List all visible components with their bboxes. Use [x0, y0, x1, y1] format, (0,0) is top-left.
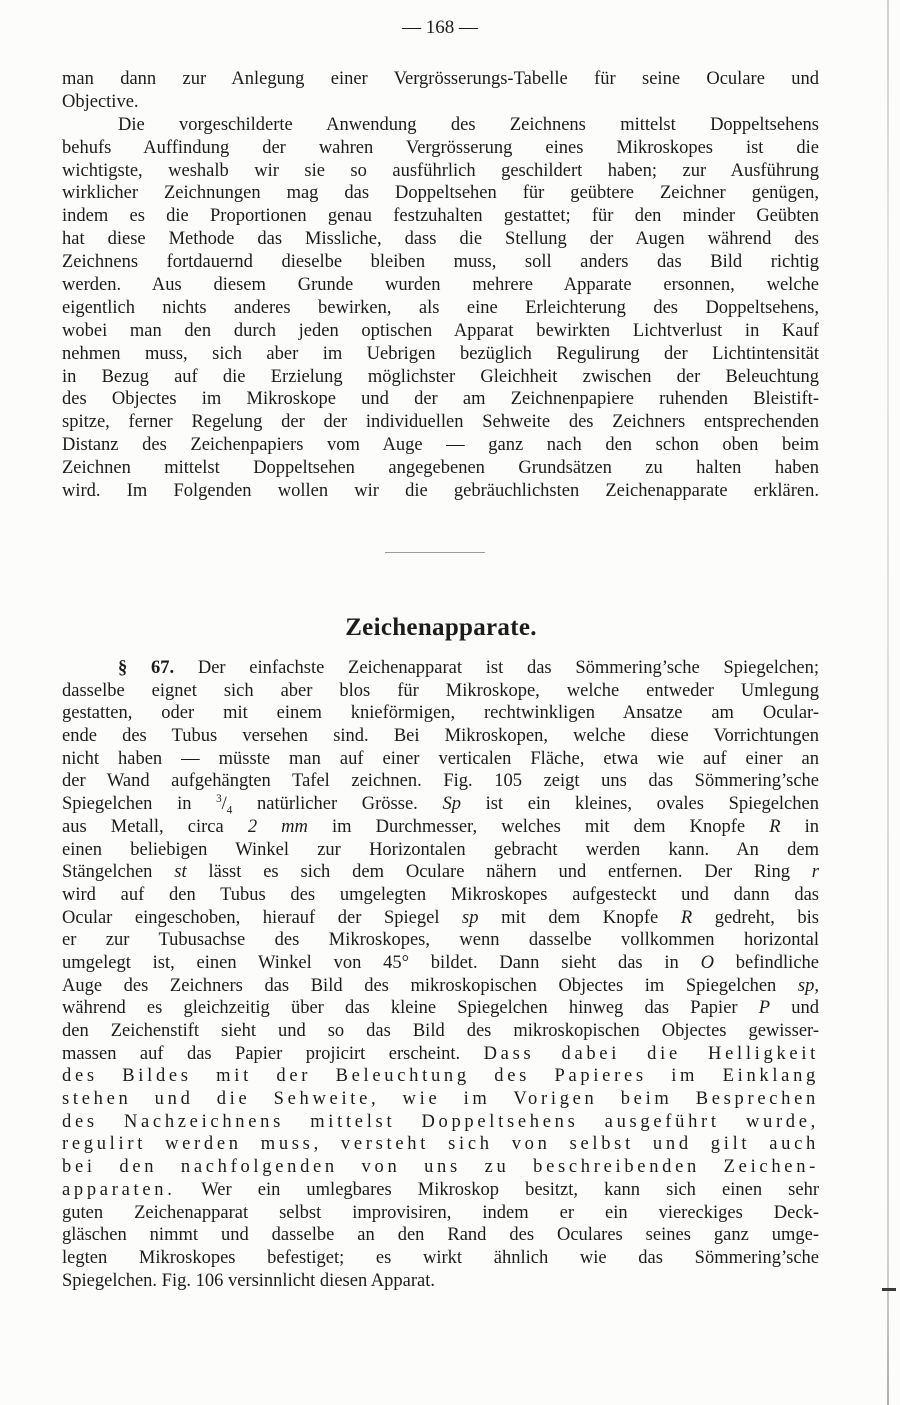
text-line: einen beliebigen Winkel zur Horizontalen gebracht werden kann. An dem	[62, 839, 819, 860]
text-line: wird auf den Tubus des umgelegten Mikroskopes aufgesteckt und dann das	[62, 884, 819, 905]
text-line	[62, 861, 819, 884]
figure-label: Sp	[442, 794, 461, 815]
text-line: behufs Auffindung der wahren Vergrösserung eines Mikroskopes ist die	[62, 137, 819, 158]
text-line: wirklicher Zeichnungen mag das Doppeltsehen für geübtere Zeichner genügen,	[62, 183, 819, 204]
text-line: Zeichnens fortdauernd dieselbe bleiben muss, soll anders das Bild richtig	[62, 252, 819, 273]
text-line	[62, 1043, 819, 1066]
text-line: werden. Aus diesem Grunde wurden mehrere Apparate ersonnen, welche	[62, 275, 819, 296]
text-line: gläschen nimmt und dasselbe an den Rand des Oculares seines ganz umge-	[62, 1225, 819, 1246]
text-line: Zeichnen mittelst Doppeltsehen angegebenen Grundsätzen zu halten haben	[62, 458, 819, 479]
section-text	[62, 657, 819, 1292]
paragraph	[62, 657, 819, 1292]
text-line	[62, 1111, 819, 1134]
intro-text	[62, 68, 819, 503]
paragraph	[62, 114, 819, 503]
text-line: eigentlich nichts anderes bewirken, als eine Erleichterung des Doppeltsehens,	[62, 297, 819, 318]
page-number: — 168 —	[402, 17, 478, 38]
scan-edge	[887, 0, 889, 1405]
text-segment: Der einfachste Zeichenapparat ist das Sömmering’sche Spiegelchen;	[174, 658, 819, 678]
figure-label: R	[680, 907, 693, 928]
figure-label: st	[174, 862, 187, 883]
text-segment: Dass dabei die Helligkeit	[483, 1043, 819, 1064]
text-line: guten Zeichenapparat selbst improvisiren, indem er ein viereckiges Deck-	[62, 1202, 819, 1223]
text-segment: und	[770, 998, 819, 1019]
text-line	[62, 657, 819, 680]
text-segment: gedreht, bis	[692, 907, 819, 928]
text-line	[62, 1065, 819, 1088]
text-line	[62, 997, 819, 1020]
text-line: dasselbe eignet sich aber blos für Mikroskope, welche entweder Umlegung	[62, 680, 819, 701]
section-divider	[385, 552, 485, 553]
text-segment: Wer ein umlegbares Mikroskop besitzt, kann sich einen sehr	[175, 1179, 819, 1200]
text-line: man dann zur Anlegung einer Vergrösserungs-Tabelle für seine Oculare und	[62, 69, 819, 89]
text-line	[62, 1179, 819, 1202]
text-segment: lässt es sich dem Oculare nähern und entfernen. Der Ring	[186, 862, 812, 883]
text-line	[62, 975, 819, 998]
text-segment: Stängelchen	[62, 862, 175, 883]
fraction-part: 3	[216, 793, 222, 805]
text-segment: bei den nachfolgenden von uns zu beschreibenden Zeichen-	[62, 1157, 819, 1178]
text-line	[62, 1156, 819, 1179]
section-number: § 67.	[118, 658, 175, 678]
text-line: nicht haben — müsste man auf einer verticalen Fläche, etwa wie auf einer an	[62, 748, 819, 769]
text-line	[62, 1088, 819, 1111]
text-segment: massen auf das Papier projicirt erscheint.	[62, 1043, 484, 1064]
text-segment: während es gleichzeitig über das kleine Spiegelchen hinweg das Papier	[62, 998, 759, 1019]
figure-label: P	[758, 998, 771, 1019]
text-line: wird. Im Folgenden wollen wir die gebräuchlichsten Zeichenapparate erklären.	[62, 481, 819, 502]
text-line: hat diese Methode das Missliche, dass die Stellung der Augen während des	[62, 229, 819, 250]
text-segment: Ocular eingeschoben, hierauf der Spiegel	[62, 907, 463, 928]
figure-label: 2 mm	[247, 816, 308, 837]
text-segment: apparaten.	[62, 1179, 176, 1200]
text-line: wichtigste, weshalb wir sie so ausführlich geschildert haben; zur Ausführung	[62, 160, 819, 181]
text-segment: Auge des Zeichners das Bild des mikroskopischen Objectes im Spiegelchen	[62, 975, 798, 996]
text-segment: befindliche	[713, 952, 819, 973]
text-line: in Bezug auf die Erzielung möglichster Gleichheit zwischen der Beleuchtung	[62, 366, 819, 387]
figure-label: sp	[797, 975, 815, 996]
figure-label: sp	[462, 907, 479, 928]
text-segment: stehen und die Sehweite, wie im Vorigen beim Besprechen	[62, 1089, 819, 1110]
text-line: indem es die Proportionen genau festzuhalten gestattet; für den minder Geübten	[62, 206, 819, 227]
fraction-part: 4	[226, 804, 233, 816]
text-line: Die vorgeschilderte Anwendung des Zeichnens mittelst Doppeltsehens	[118, 114, 819, 135]
figure-label: r	[811, 862, 819, 883]
paragraph	[62, 68, 819, 114]
figure-label: O	[700, 952, 714, 973]
text-line: Spiegelchen. Fig. 106 versinnlicht diesen Apparat.	[62, 1270, 436, 1291]
text-line	[62, 816, 819, 839]
text-segment: umgelegt ist, einen Winkel von 45° bildet. Dann sieht das in	[62, 952, 701, 973]
text-segment: /	[221, 794, 227, 815]
text-segment: ,	[814, 975, 819, 996]
text-segment: ist ein kleines, ovales Spiegelchen	[460, 794, 819, 815]
text-segment: Spiegelchen in	[62, 794, 217, 815]
text-segment: mit dem Knopfe	[478, 907, 681, 928]
text-segment: regulirt werden muss, versteht sich von selbst und gilt auch	[62, 1134, 819, 1155]
text-line: ende des Tubus versehen sind. Bei Mikroskopen, welche diese Vorrichtungen	[62, 726, 819, 747]
scan-mark	[882, 1288, 896, 1291]
text-line	[62, 907, 819, 930]
text-line: spitze, ferner Regelung der der individuellen Sehweite des Zeichners entsprechenden	[62, 412, 819, 433]
text-segment: des Bildes mit der Beleuchtung des Papieres im Einklang	[62, 1066, 819, 1087]
section-heading: Zeichenapparate.	[345, 614, 537, 641]
text-line: den Zeichenstift sieht und so das Bild des mikroskopischen Objectes gewisser-	[62, 1021, 819, 1041]
text-segment: in	[780, 816, 819, 837]
text-line: er zur Tubusachse des Mikroskopes, wenn dasselbe vollkommen horizontal	[62, 930, 819, 951]
text-line	[62, 952, 819, 975]
text-line: Objective.	[62, 91, 139, 112]
text-line: legten Mikroskopes befestiget; es wirkt ähnlich wie das Sömmering’sche	[62, 1247, 819, 1268]
text-segment: natürlicher Grösse.	[232, 794, 443, 815]
text-segment: im Durchmesser, welches mit dem Knopfe	[307, 816, 770, 837]
text-line	[62, 793, 819, 816]
text-line: Distanz des Zeichenpapiers vom Auge — ganz nach den schon oben beim	[62, 435, 819, 456]
text-line: gestatten, oder mit einem knieförmigen, rechtwinkligen Ansatze am Ocular-	[62, 703, 819, 724]
text-line: des Objectes im Mikroskope und der am Zeichnenpapiere ruhenden Bleistift-	[62, 389, 819, 410]
text-segment: des Nachzeichnens mittelst Doppeltsehens ausgeführt wurde,	[62, 1111, 819, 1132]
text-line: der Wand aufgehängten Tafel zeichnen. Fig. 105 zeigt uns das Sömmering’sche	[62, 771, 819, 792]
text-segment: aus Metall, circa	[62, 816, 248, 837]
text-line: nehmen muss, sich aber im Uebrigen bezüglich Regulirung der Lichtintensität	[62, 343, 819, 364]
text-line	[62, 1133, 819, 1156]
figure-label: R	[769, 816, 781, 837]
text-line: wobei man den durch jeden optischen Apparat bewirkten Lichtverlust in Kauf	[62, 320, 819, 341]
